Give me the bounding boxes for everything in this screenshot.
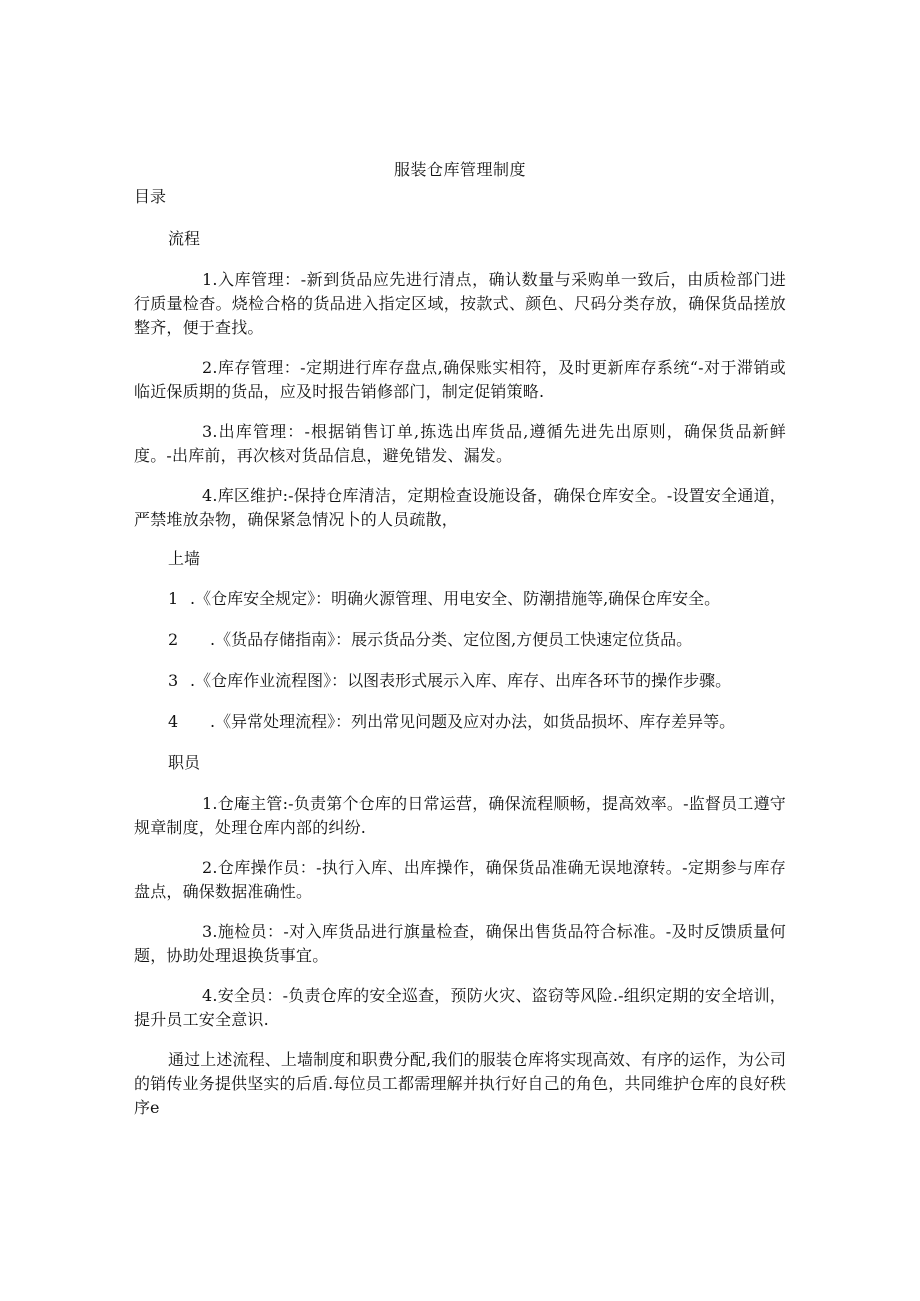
- item-text: .《异常处理流程》：列出常见问题及应对办法，如货品损坏、库存差异等。: [210, 712, 736, 731]
- wall-item-3: [134, 670, 786, 692]
- item-text: .施检员：-对入库货品进行旗量检查，确保出售货品符合标准。-及时反馈质量何题，协助处理退换货事宜。: [134, 922, 786, 965]
- item-text: .安全员：-负责仓库的安全巡查，预防火灾、盗窃等风险.-组织定期的安全培训，提升员工安全意识.: [134, 986, 786, 1029]
- process-item-3: [134, 420, 786, 468]
- item-number: 2: [202, 358, 213, 377]
- section-heading-wall: 上墙: [168, 549, 201, 568]
- item-number: 1: [202, 794, 213, 813]
- item-number: 4: [202, 486, 213, 505]
- item-number: 4: [202, 986, 213, 1005]
- document-title: 服装仓库管理制度: [393, 160, 526, 179]
- staff-item-2: [134, 856, 786, 904]
- item-number: 3: [202, 922, 213, 941]
- item-number: 1: [168, 589, 179, 608]
- item-number: 2: [202, 858, 213, 877]
- item-number: 3: [168, 671, 179, 690]
- staff-item-1: [134, 792, 786, 840]
- process-item-1: [134, 268, 786, 340]
- item-text: .库区维护:-保持仓库清洁，定期检查设施设备，确保仓库安全。-设置安全通道，严禁堆放杂物，确保紧急情况卜的人员疏散，: [134, 486, 786, 529]
- toc-label: 目录: [134, 187, 167, 206]
- item-text: .《仓库作业流程图》：以图表形式展示入库、库存、出库各环节的操作步骤。: [190, 671, 732, 690]
- process-item-2: [134, 356, 786, 404]
- item-number: 2: [168, 630, 179, 649]
- item-number: 4: [168, 712, 179, 731]
- item-text: .仓库操作员：-执行入库、出库操作，确保货品准确无误地潦转。-定期参与库存盘点，确保数据准确性。: [134, 858, 786, 901]
- item-text: .《货品存储指南》：展示货品分类、定位图,方便员工快速定位货品。: [210, 630, 693, 649]
- item-number: 1: [202, 270, 213, 289]
- process-item-4: [134, 484, 786, 532]
- wall-item-2: [134, 629, 786, 651]
- wall-item-4: [134, 711, 786, 733]
- item-text: .库存管理：-定期进行库存盘点,确保账实相符，及时更新库存系统“-对于滞销或临近保质期的货品，应及时报告销修部门，制定促销策略.: [134, 358, 786, 401]
- item-text: .出库管理：-根据销售订单,拣选出库货品,遵循先进先出原则，确保货品新鲜度。-出库前，再次核对货品信息，避免错发、漏发。: [134, 422, 786, 465]
- section-heading-staff: 职员: [168, 753, 201, 772]
- item-text: .仓庵主管:-负责第个仓库的日常运营，确保流程顺畅，提高效率。-监督员工遵守规章制度，处理仓库内部的纠纷.: [134, 794, 786, 837]
- staff-item-3: [134, 920, 786, 968]
- item-text: .《仓库安全规定》：明确火源管理、用电安全、防潮措施等,确保仓库安全。: [190, 589, 721, 608]
- document-body: [134, 228, 786, 1120]
- item-text: .入库管理：-新到货品应先进行清点，确认数量与采购单一致后，由质检部门进行质量检杳。烧检合格的货品进入指定区域，按款式、颜色、尺码分类存放，确保货品搓放整齐，便于查找。: [134, 270, 786, 337]
- section-heading-process: 流程: [168, 229, 201, 248]
- wall-item-1: [134, 588, 786, 610]
- closing-paragraph: 通过上述流程、上墙制度和职费分配,我们的服装仓库将实现高效、有序的运作，为公司的销传业务提供坚实的后盾.每位员工都需理解并执行好自己的角色，共同维护仓库的良好秩序e: [134, 1050, 786, 1117]
- item-number: 3: [202, 422, 213, 441]
- staff-item-4: [134, 984, 786, 1032]
